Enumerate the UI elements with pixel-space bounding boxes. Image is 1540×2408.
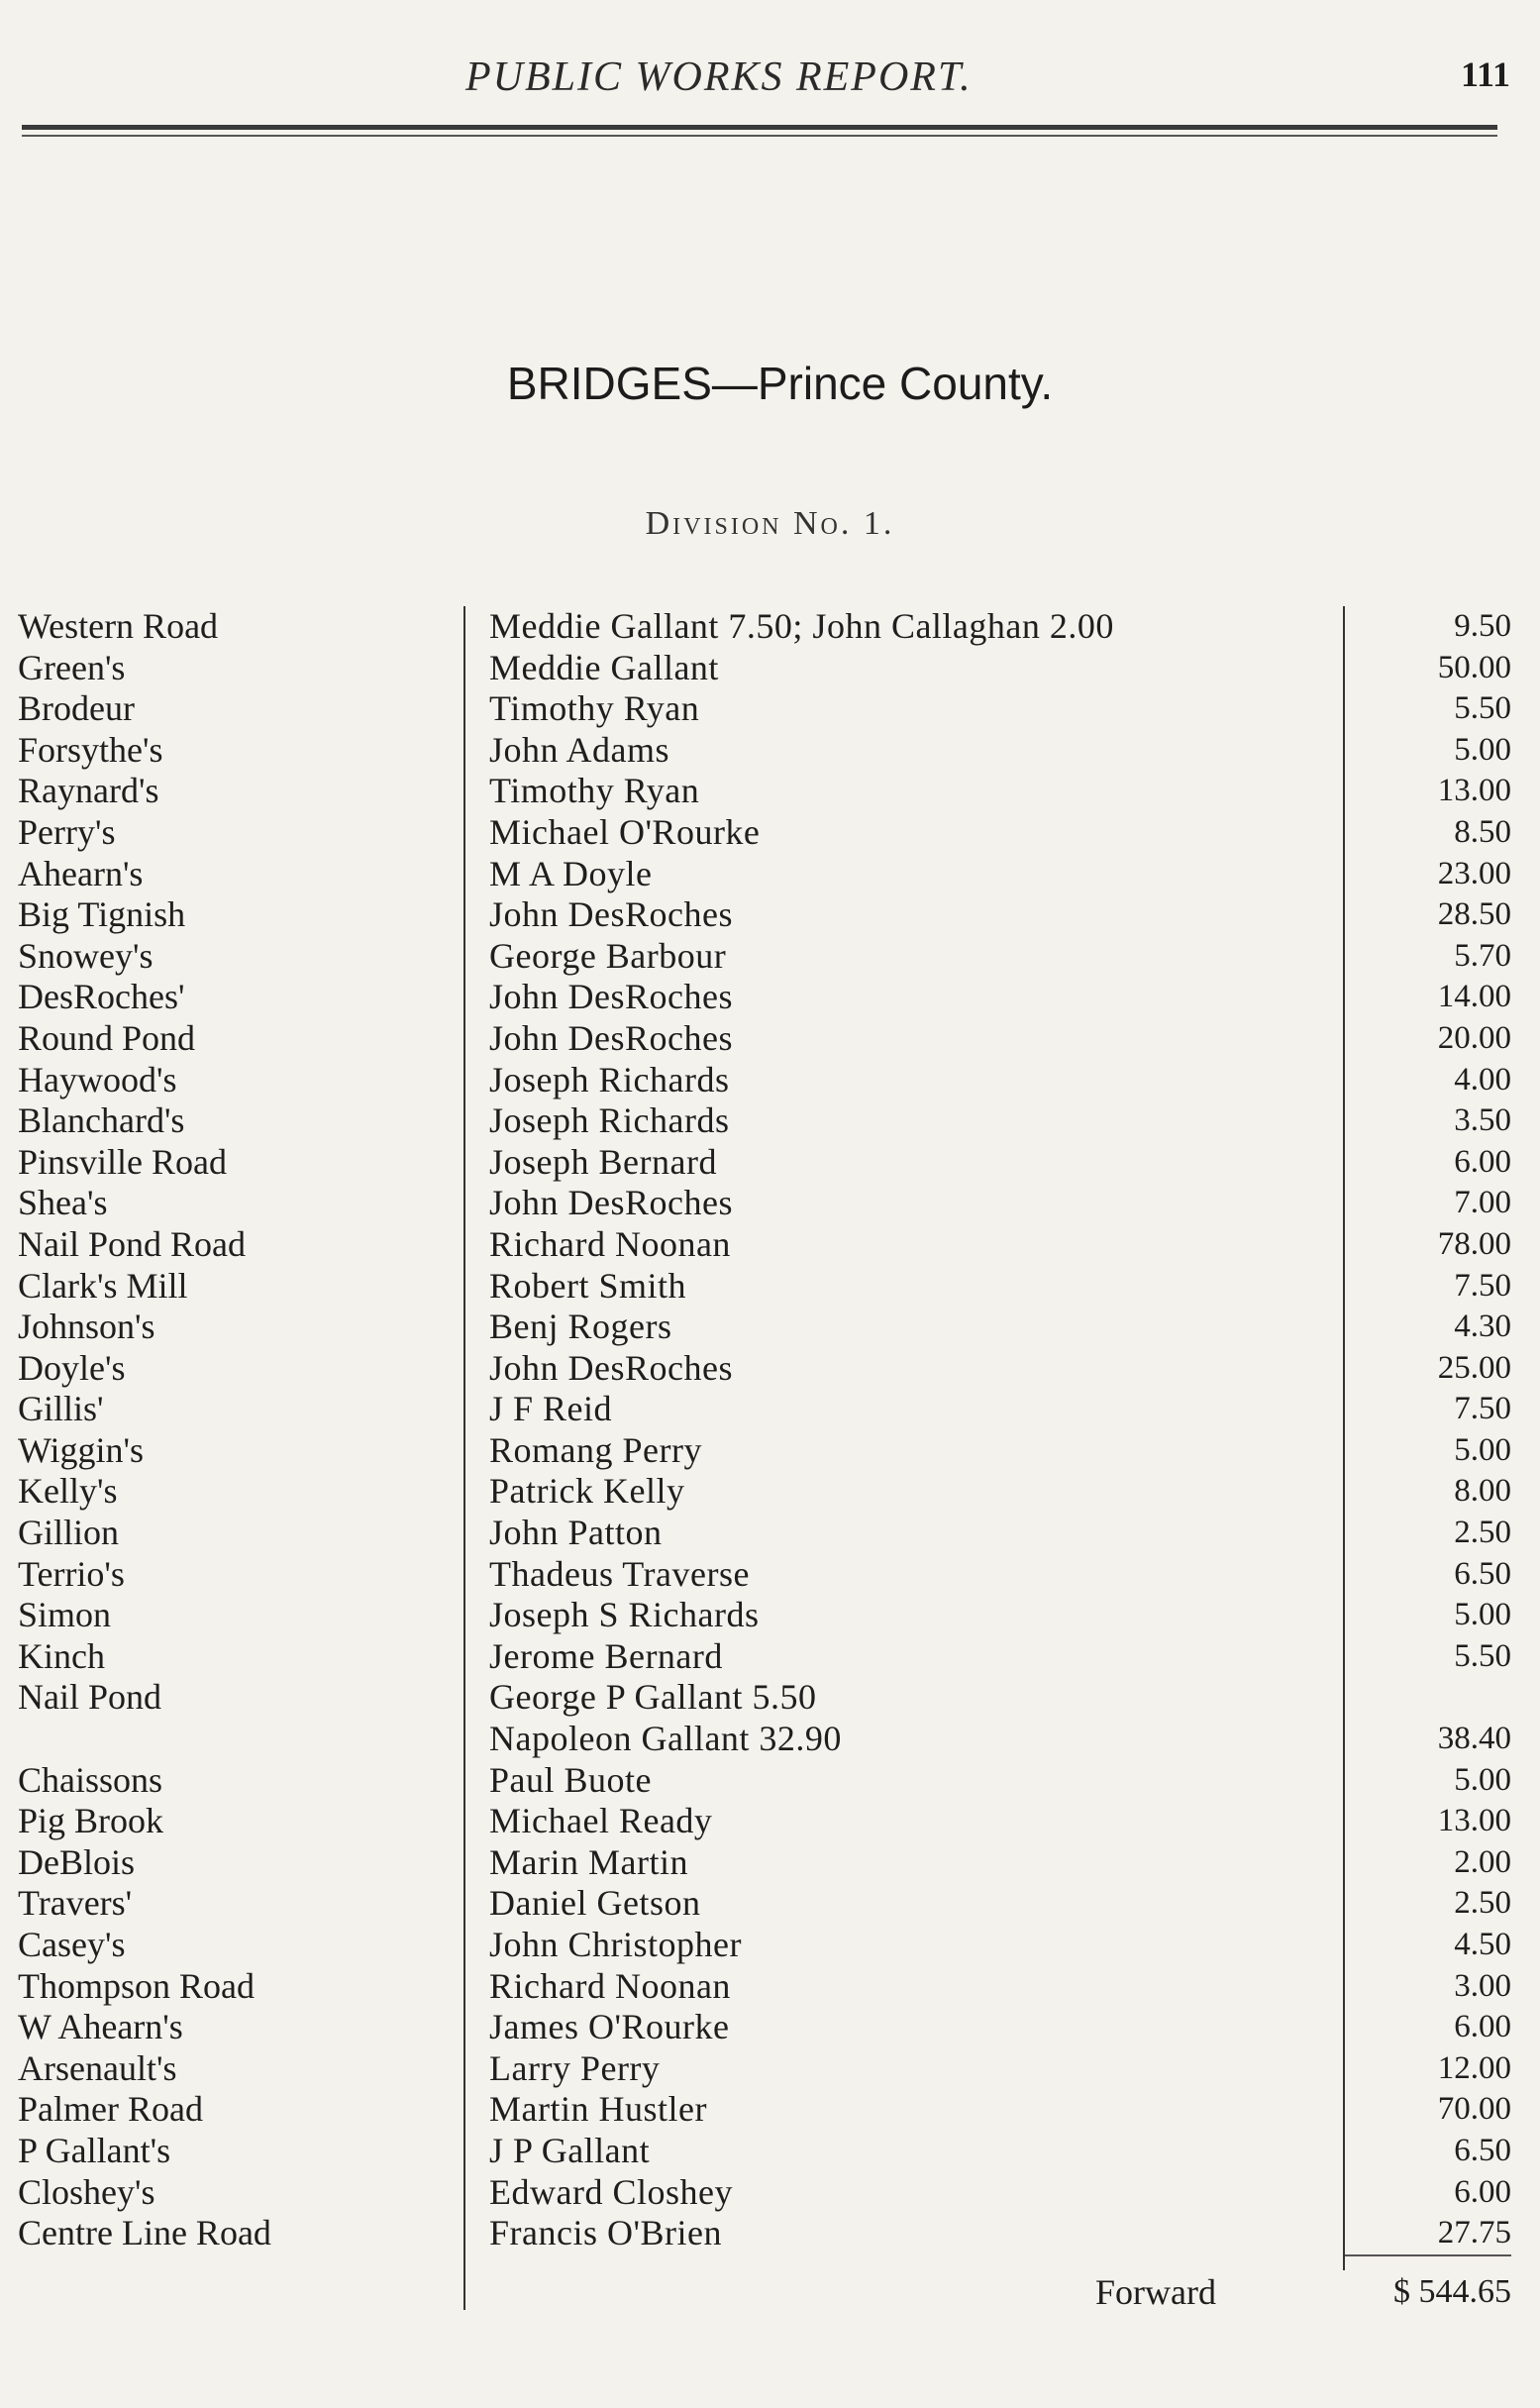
amount-value: 13.00 bbox=[1437, 1803, 1511, 1839]
table-row bbox=[16, 1842, 1511, 1884]
amount-value: 2.00 bbox=[1454, 1843, 1511, 1880]
table-row bbox=[16, 1183, 1511, 1224]
payee-name: Richard Noonan bbox=[489, 1223, 731, 1264]
amount-value: 14.00 bbox=[1437, 979, 1511, 1015]
bridge-location: Travers' bbox=[18, 1883, 133, 1924]
expenditure-table bbox=[16, 606, 1511, 2310]
table-row bbox=[16, 1883, 1511, 1925]
table-row bbox=[16, 1430, 1511, 1472]
bridge-location: Gillis' bbox=[18, 1389, 104, 1429]
table-row bbox=[16, 812, 1511, 854]
payee-name: Michael O'Rourke bbox=[489, 811, 761, 852]
payee-name: Romang Perry bbox=[489, 1429, 702, 1470]
table-row bbox=[16, 2131, 1511, 2172]
table-row bbox=[16, 771, 1511, 812]
bridge-location: Brodeur bbox=[18, 688, 135, 729]
payee-name: Robert Smith bbox=[489, 1265, 687, 1306]
payee-name: Joseph S Richards bbox=[489, 1595, 760, 1635]
header-rule-thin bbox=[22, 135, 1497, 137]
bridge-location: Centre Line Road bbox=[18, 2213, 271, 2253]
amount-value: 12.00 bbox=[1437, 2049, 1511, 2086]
payee-name: John Patton bbox=[489, 1513, 663, 1553]
amount-value: 2.50 bbox=[1454, 1885, 1511, 1922]
payee-name: J F Reid bbox=[489, 1389, 613, 1429]
amount-value: 23.00 bbox=[1437, 855, 1511, 891]
payee-name: Marin Martin bbox=[489, 1841, 688, 1882]
amount-value: 5.00 bbox=[1454, 1597, 1511, 1633]
payee-name: George Barbour bbox=[489, 935, 727, 976]
amount-value: 6.00 bbox=[1454, 2009, 1511, 2045]
amount-value: 78.00 bbox=[1437, 1225, 1511, 1262]
bridge-location: W Ahearn's bbox=[18, 2007, 183, 2047]
table-row bbox=[16, 1760, 1511, 1802]
total-rule bbox=[1345, 2254, 1511, 2256]
table-row bbox=[16, 1307, 1511, 1348]
division-title: Division No. 1. bbox=[645, 505, 895, 542]
bridge-location: Palmer Road bbox=[18, 2089, 203, 2130]
payee-name: John DesRoches bbox=[489, 1017, 733, 1058]
table-row bbox=[16, 1925, 1511, 1966]
bridge-location: Closhey's bbox=[18, 2171, 155, 2212]
bridge-location: Simon bbox=[18, 1595, 112, 1635]
bridge-location: Thompson Road bbox=[18, 1965, 255, 2006]
payee-name: Timothy Ryan bbox=[489, 771, 700, 811]
bridge-location: Kinch bbox=[18, 1635, 105, 1676]
forward-amount: $ 544.65 bbox=[1393, 2273, 1511, 2310]
bridge-location: Ahearn's bbox=[18, 853, 144, 893]
amount-value: 5.50 bbox=[1454, 1637, 1511, 1674]
bridge-location: Round Pond bbox=[18, 1017, 196, 1058]
bridge-location: Raynard's bbox=[18, 771, 159, 811]
payee-name: John DesRoches bbox=[489, 977, 733, 1017]
bridge-location: Blanchard's bbox=[18, 1100, 185, 1141]
amount-value: 5.00 bbox=[1454, 1761, 1511, 1798]
table-row bbox=[16, 1100, 1511, 1142]
table-row bbox=[16, 1142, 1511, 1184]
table-row bbox=[16, 1719, 1511, 1760]
table-rows bbox=[16, 606, 1511, 2254]
amount-value: 7.50 bbox=[1454, 1267, 1511, 1304]
amount-value: 6.00 bbox=[1454, 2173, 1511, 2210]
payee-name: Edward Closhey bbox=[489, 2171, 733, 2212]
bridge-location: Clark's Mill bbox=[18, 1265, 188, 1306]
bridge-location: Casey's bbox=[18, 1925, 126, 1964]
payee-name: John DesRoches bbox=[489, 1183, 733, 1223]
amount-value: 9.50 bbox=[1454, 608, 1511, 644]
payee-name: Joseph Richards bbox=[489, 1100, 730, 1141]
payee-name: J P Gallant bbox=[489, 2130, 651, 2170]
table-row bbox=[16, 1060, 1511, 1101]
payee-name: Joseph Richards bbox=[489, 1059, 730, 1099]
amount-value: 3.00 bbox=[1454, 1967, 1511, 2004]
table-row bbox=[16, 1224, 1511, 1266]
bridge-location: Big Tignish bbox=[18, 894, 186, 935]
amount-value: 8.00 bbox=[1454, 1473, 1511, 1510]
bridge-location: Johnson's bbox=[18, 1307, 155, 1347]
amount-value: 25.00 bbox=[1437, 1349, 1511, 1386]
bridge-location: Doyle's bbox=[18, 1347, 126, 1388]
header-rule bbox=[22, 125, 1497, 130]
amount-value: 50.00 bbox=[1437, 649, 1511, 685]
payee-name: Thadeus Traverse bbox=[489, 1553, 750, 1594]
amount-value: 20.00 bbox=[1437, 1019, 1511, 1056]
amount-value: 6.00 bbox=[1454, 1143, 1511, 1180]
table-row bbox=[16, 2048, 1511, 2090]
bridge-location: Nail Pond bbox=[18, 1677, 162, 1718]
bridge-location: P Gallant's bbox=[18, 2130, 171, 2170]
table-row bbox=[16, 1966, 1511, 2008]
table-row bbox=[16, 2172, 1511, 2214]
payee-name: Meddie Gallant bbox=[489, 647, 719, 687]
payee-name: John Adams bbox=[489, 729, 670, 770]
table-row bbox=[16, 1554, 1511, 1596]
payee-name: Timothy Ryan bbox=[489, 688, 700, 729]
table-row bbox=[16, 2089, 1511, 2131]
bridge-location: DesRoches' bbox=[18, 977, 185, 1017]
amount-value: 13.00 bbox=[1437, 773, 1511, 809]
amount-value: 5.00 bbox=[1454, 731, 1511, 768]
bridge-location: Western Road bbox=[18, 606, 219, 646]
bridge-location: Forsythe's bbox=[18, 729, 163, 770]
bridge-location: Pig Brook bbox=[18, 1801, 164, 1841]
payee-name: Joseph Bernard bbox=[489, 1141, 717, 1182]
table-row bbox=[16, 1513, 1511, 1554]
bridge-location: Nail Pond Road bbox=[18, 1223, 246, 1264]
amount-value: 2.50 bbox=[1454, 1515, 1511, 1551]
payee-name: John Christopher bbox=[489, 1925, 742, 1964]
bridge-location: Gillion bbox=[18, 1513, 120, 1553]
amount-value: 7.00 bbox=[1454, 1185, 1511, 1221]
table-row bbox=[16, 2007, 1511, 2048]
payee-name: Michael Ready bbox=[489, 1801, 713, 1841]
amount-value: 4.50 bbox=[1454, 1927, 1511, 1962]
bridge-location: Shea's bbox=[18, 1183, 108, 1223]
bridge-location: Arsenault's bbox=[18, 2047, 177, 2088]
table-row bbox=[16, 1677, 1511, 1719]
table-row bbox=[16, 1471, 1511, 1513]
payee-name: John DesRoches bbox=[489, 894, 733, 935]
amount-value: 4.00 bbox=[1454, 1061, 1511, 1098]
payee-name: Jerome Bernard bbox=[489, 1635, 723, 1676]
amount-value: 5.00 bbox=[1454, 1431, 1511, 1468]
bridge-location: Snowey's bbox=[18, 935, 154, 976]
table-row bbox=[16, 688, 1511, 730]
amount-value: 5.70 bbox=[1454, 937, 1511, 974]
running-header bbox=[0, 48, 1540, 107]
amount-value: 6.50 bbox=[1454, 2132, 1511, 2168]
table-row bbox=[16, 1018, 1511, 1060]
payee-name: Richard Noonan bbox=[489, 1965, 731, 2006]
payee-name: Meddie Gallant 7.50; John Callaghan 2.00 bbox=[489, 606, 1114, 646]
running-title: PUBLIC WORKS REPORT. bbox=[465, 54, 973, 100]
amount-value: 27.75 bbox=[1437, 2215, 1511, 2251]
bridge-location: Green's bbox=[18, 647, 126, 687]
amount-value: 5.50 bbox=[1454, 690, 1511, 727]
payee-name: Larry Perry bbox=[489, 2047, 661, 2088]
bridge-location: Pinsville Road bbox=[18, 1141, 228, 1182]
amount-value: 4.30 bbox=[1454, 1309, 1511, 1345]
table-row bbox=[16, 1636, 1511, 1678]
table-row bbox=[16, 1801, 1511, 1842]
payee-name: Francis O'Brien bbox=[489, 2213, 722, 2253]
payee-name: Daniel Getson bbox=[489, 1883, 701, 1924]
table-row bbox=[16, 1348, 1511, 1390]
payee-name: Martin Hustler bbox=[489, 2089, 707, 2130]
bridge-location: Perry's bbox=[18, 811, 116, 852]
table-row bbox=[16, 854, 1511, 895]
bridge-location: Haywood's bbox=[18, 1059, 177, 1099]
table-row bbox=[16, 648, 1511, 689]
table-row bbox=[16, 730, 1511, 772]
amount-value: 38.40 bbox=[1437, 1721, 1511, 1757]
payee-name: George P Gallant 5.50 bbox=[489, 1677, 817, 1718]
table-row bbox=[16, 2213, 1511, 2254]
payee-name: Paul Buote bbox=[489, 1759, 652, 1800]
amount-value: 8.50 bbox=[1454, 813, 1511, 850]
bridge-location: Chaissons bbox=[18, 1759, 163, 1800]
page-number: 111 bbox=[1460, 54, 1510, 94]
table-row bbox=[16, 1389, 1511, 1430]
table-row bbox=[16, 936, 1511, 978]
bridge-location: Wiggin's bbox=[18, 1429, 145, 1470]
bridge-location: Kelly's bbox=[18, 1471, 118, 1512]
forward-label: Forward bbox=[1095, 2272, 1216, 2312]
payee-name: John DesRoches bbox=[489, 1347, 733, 1388]
bridge-location: DeBlois bbox=[18, 1841, 136, 1882]
payee-name: Napoleon Gallant 32.90 bbox=[489, 1719, 842, 1759]
table-row bbox=[16, 606, 1511, 648]
payee-name: James O'Rourke bbox=[489, 2007, 730, 2047]
table-row bbox=[16, 977, 1511, 1018]
bridge-location: Terrio's bbox=[18, 1553, 125, 1594]
table-row bbox=[16, 894, 1511, 936]
payee-name: Patrick Kelly bbox=[489, 1471, 685, 1512]
section-title: BRIDGES—Prince County. bbox=[506, 358, 1054, 409]
table-row bbox=[16, 1266, 1511, 1308]
amount-value: 70.00 bbox=[1437, 2091, 1511, 2128]
payee-name: M A Doyle bbox=[489, 853, 653, 893]
table-row bbox=[16, 1595, 1511, 1636]
amount-value: 6.50 bbox=[1454, 1555, 1511, 1592]
amount-value: 7.50 bbox=[1454, 1391, 1511, 1427]
amount-value: 28.50 bbox=[1437, 896, 1511, 933]
amount-value: 3.50 bbox=[1454, 1102, 1511, 1139]
payee-name: Benj Rogers bbox=[489, 1307, 672, 1347]
